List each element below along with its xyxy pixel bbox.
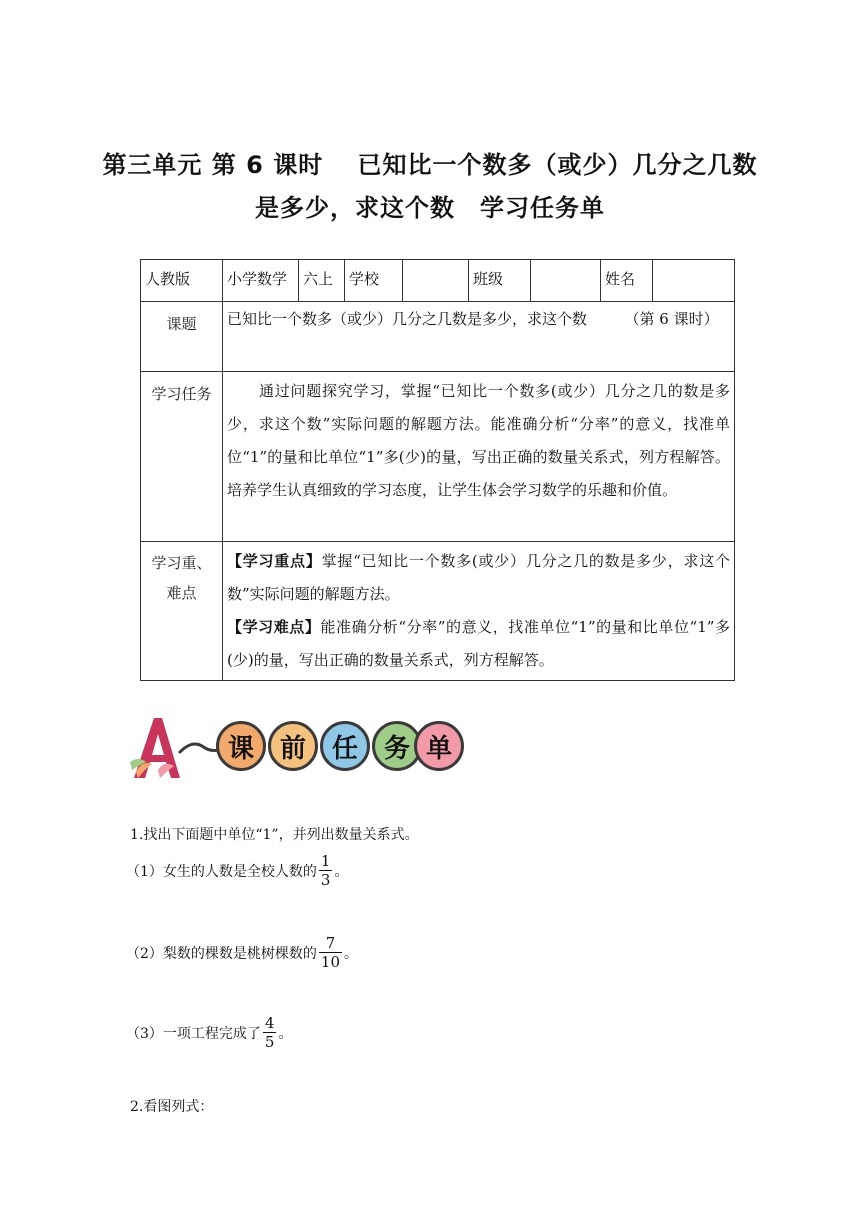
fraction — [319, 852, 333, 889]
key-point-tag: 【学习重点】 — [227, 552, 322, 570]
page-title-line-1: 第三单元 第 6 课时 已知比一个数多（或少）几分之几数 — [102, 151, 758, 179]
question-1-3 — [126, 1014, 292, 1051]
question-1-1-text: （1）女生的人数是全校人数的 — [126, 863, 317, 880]
info-row-header — [141, 260, 735, 302]
question-1: 1.找出下面题中单位“1”，并列出数量关系式。 — [130, 827, 419, 843]
question-1-1-suffix: 。 — [334, 863, 349, 880]
difficult-point — [227, 611, 730, 677]
fraction — [319, 934, 342, 971]
difficult-point-text: 能准确分析“分率”的意义，找准单位“1”的量和比单位“1”多(少)的量，写出正确的数量关系式，列方程解答。 — [227, 618, 730, 669]
banner-char-5: 单 — [425, 733, 452, 764]
question-2: 2.看图列式： — [130, 1099, 214, 1115]
fraction-numerator: 4 — [264, 1014, 275, 1032]
letter-a-logo-icon — [128, 712, 228, 784]
key-point-text: 掌握“已知比一个数多(或少）几分之几的数是多少，求这个数”实际问题的解题方法。 — [227, 552, 730, 603]
school-label: 学校 — [345, 260, 403, 302]
fraction-numerator: 7 — [325, 934, 336, 952]
school-field[interactable] — [403, 260, 469, 302]
question-1-3-text: （3）一项工程完成了 — [126, 1025, 261, 1042]
name-field[interactable] — [653, 260, 735, 302]
banner-circle-3 — [320, 721, 370, 771]
banner-char-3: 任 — [331, 733, 358, 764]
fraction-denominator: 3 — [320, 871, 331, 889]
fraction-denominator: 10 — [320, 953, 341, 971]
focus-label: 学习重、难点 — [141, 542, 223, 681]
question-1-2 — [126, 934, 358, 971]
fraction — [263, 1014, 277, 1051]
banner-circle-1 — [216, 721, 266, 771]
subject-cell: 小学数学 — [223, 260, 299, 302]
edition-cell: 人教版 — [141, 260, 223, 302]
banner-char-4: 务 — [383, 733, 410, 764]
topic-text: 已知比一个数多（或少）几分之几数是多少，求这个数 （第 6 课时） — [223, 302, 735, 372]
difficult-point-tag: 【学习难点】 — [227, 618, 321, 636]
info-table — [140, 259, 735, 681]
banner-circle-5 — [414, 721, 464, 771]
class-field[interactable] — [531, 260, 601, 302]
focus-cell — [223, 542, 735, 681]
pre-class-task-banner — [128, 712, 468, 784]
question-1-2-text: （2）梨数的棵数是桃树棵数的 — [126, 945, 317, 962]
question-1-3-suffix: 。 — [278, 1025, 293, 1042]
question-1-1 — [126, 852, 348, 889]
class-label: 班级 — [469, 260, 531, 302]
task-text: 通过问题探究学习，掌握“已知比一个数多(或少）几分之几的数是多少，求这个数”实际问题的解题方法。能准确分析“分率”的意义，找准单位“1”的量和比单位“1”多(少)的量，写出正确的数量关系式，列方程解答。培养学生认真细致的学习态度，让学生体会学习数学的乐趣和价值。 — [223, 372, 735, 542]
page-title-line-2: 是多少，求这个数 学习任务单 — [255, 194, 605, 222]
banner-char-1: 课 — [227, 733, 254, 764]
question-1-2-suffix: 。 — [344, 945, 359, 962]
grade-cell: 六上 — [299, 260, 345, 302]
focus-row — [141, 542, 735, 681]
banner-char-2: 前 — [279, 733, 306, 764]
fraction-denominator: 5 — [264, 1033, 275, 1051]
topic-row — [141, 302, 735, 372]
banner-circle-2 — [268, 721, 318, 771]
fraction-numerator: 1 — [320, 852, 331, 870]
task-row — [141, 372, 735, 542]
task-label: 学习任务 — [141, 372, 223, 542]
topic-label: 课题 — [141, 302, 223, 372]
name-label: 姓名 — [601, 260, 653, 302]
key-point — [227, 545, 730, 611]
